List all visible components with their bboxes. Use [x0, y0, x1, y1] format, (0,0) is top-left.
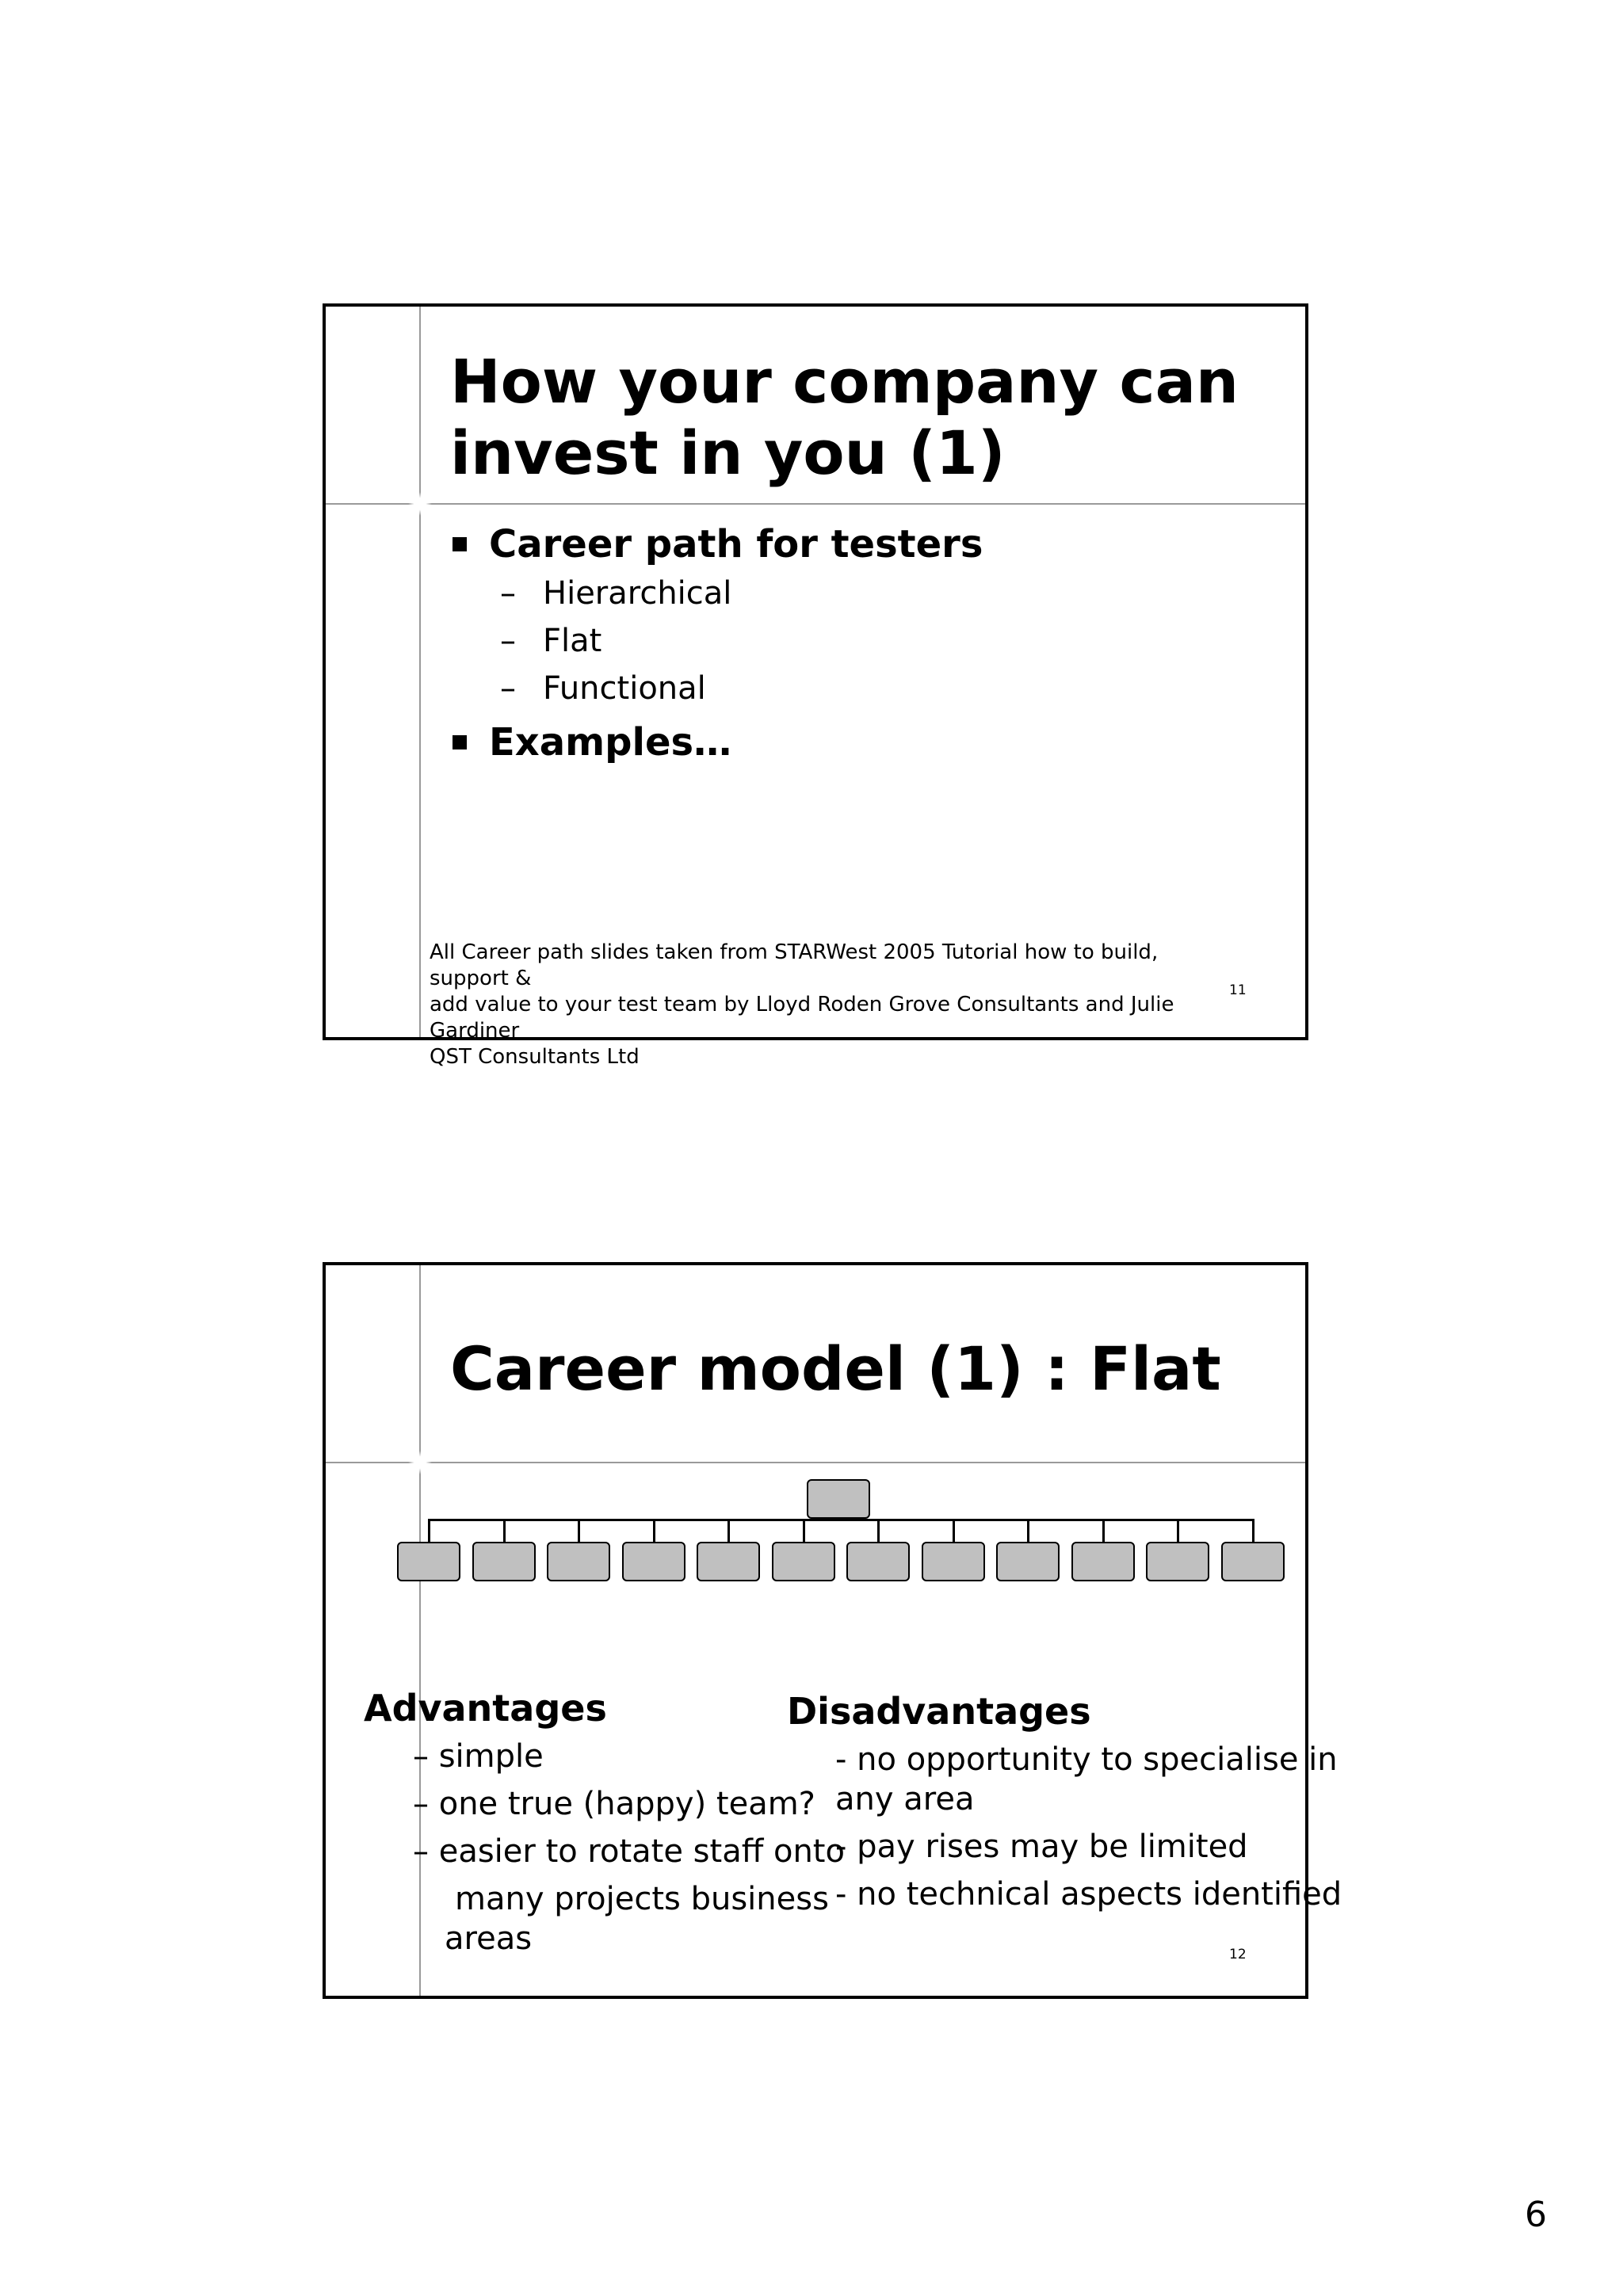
org-connector: [1102, 1519, 1105, 1542]
org-connector: [1177, 1519, 1179, 1542]
org-child-node: [772, 1542, 835, 1581]
dash-icon: –: [500, 670, 516, 707]
square-bullet-icon: [453, 537, 467, 551]
org-child-node: [996, 1542, 1060, 1581]
org-connector: [578, 1519, 580, 1542]
disadvantage-line: any area: [835, 1781, 975, 1817]
bullet-career-path: [453, 522, 983, 566]
slide-11: [323, 303, 1308, 1069]
org-child-node: [1146, 1542, 1209, 1581]
disadvantage-line: - no technical aspects identified: [835, 1876, 1342, 1913]
org-child-node: [472, 1542, 536, 1581]
org-child-node: [1071, 1542, 1135, 1581]
disadvantages-heading: Disadvantages: [787, 1690, 1091, 1733]
slide-title-line1: How your company can: [450, 346, 1239, 417]
rule-flare-decoration: [408, 492, 432, 516]
advantage-text: simple: [438, 1738, 544, 1775]
slide-12: [323, 1262, 1342, 1999]
org-child-node: [697, 1542, 760, 1581]
footnote-line: All Career path slides taken from STARWest 2005 Tutorial how to build, support &: [430, 940, 1159, 990]
source-footnote: [430, 940, 1230, 1070]
bullet-examples: [453, 720, 731, 765]
rule-flare-decoration: [408, 1451, 432, 1474]
advantage-item: [413, 1785, 815, 1823]
sub-bullet-label: Hierarchical: [543, 575, 732, 612]
org-connector: [503, 1519, 506, 1542]
slide-vertical-rule: [419, 307, 421, 1037]
bullet-label: Examples…: [489, 720, 732, 765]
slide-horizontal-rule: [326, 1462, 1305, 1463]
slide-title: [450, 346, 1239, 489]
org-connector: [1252, 1519, 1254, 1542]
org-child-node: [622, 1542, 685, 1581]
org-child-node: [1221, 1542, 1285, 1581]
sub-bullet-label: Flat: [543, 623, 602, 659]
org-child-node: [547, 1542, 610, 1581]
sub-bullet: [500, 622, 601, 660]
square-bullet-icon: [453, 735, 467, 749]
sub-bullet: [500, 574, 731, 612]
org-connector: [428, 1519, 430, 1542]
page-number: 6: [1525, 2195, 1547, 2235]
sub-bullet: [500, 669, 706, 707]
dash-icon: –: [500, 575, 516, 612]
org-connector: [953, 1519, 955, 1542]
dash-icon: –: [413, 1786, 439, 1822]
advantage-continuation: areas: [445, 1920, 533, 1957]
footnote-line: add value to your test team by Lloyd Roden Grove Consultants and Julie Gardiner: [430, 993, 1174, 1043]
slide-title-line2: invest in you (1): [450, 418, 1006, 488]
slide-number: 11: [1229, 982, 1247, 998]
org-connector: [653, 1519, 655, 1542]
org-connector: [803, 1519, 805, 1542]
disadvantage-line: - no opportunity to specialise in: [835, 1741, 1338, 1778]
disadvantage-line: - pay rises may be limited: [835, 1829, 1248, 1865]
slide-vertical-rule: [419, 1265, 421, 1996]
org-connector: [877, 1519, 880, 1542]
bullet-label: Career path for testers: [489, 522, 983, 566]
advantage-text: easier to rotate staff onto: [438, 1833, 845, 1870]
org-connector: [727, 1519, 730, 1542]
slide-number: 12: [1229, 1947, 1247, 1962]
advantage-text: one true (happy) team?: [438, 1786, 815, 1822]
org-top-node: [807, 1479, 870, 1519]
org-child-node: [846, 1542, 910, 1581]
org-bus-line: [429, 1519, 1254, 1521]
advantages-heading: Advantages: [364, 1687, 607, 1730]
org-connector: [1027, 1519, 1029, 1542]
org-child-node: [922, 1542, 985, 1581]
advantage-continuation: many projects business: [455, 1881, 829, 1917]
dash-icon: –: [500, 623, 516, 659]
slide-title: Career model (1) : Flat: [450, 1333, 1221, 1404]
footnote-line: QST Consultants Ltd: [430, 1045, 640, 1069]
dash-icon: –: [413, 1738, 439, 1775]
advantage-item: [413, 1833, 845, 1871]
slide-horizontal-rule: [326, 503, 1305, 505]
dash-icon: –: [413, 1833, 439, 1870]
org-child-node: [397, 1542, 460, 1581]
advantage-item: [413, 1737, 544, 1775]
sub-bullet-label: Functional: [543, 670, 706, 707]
